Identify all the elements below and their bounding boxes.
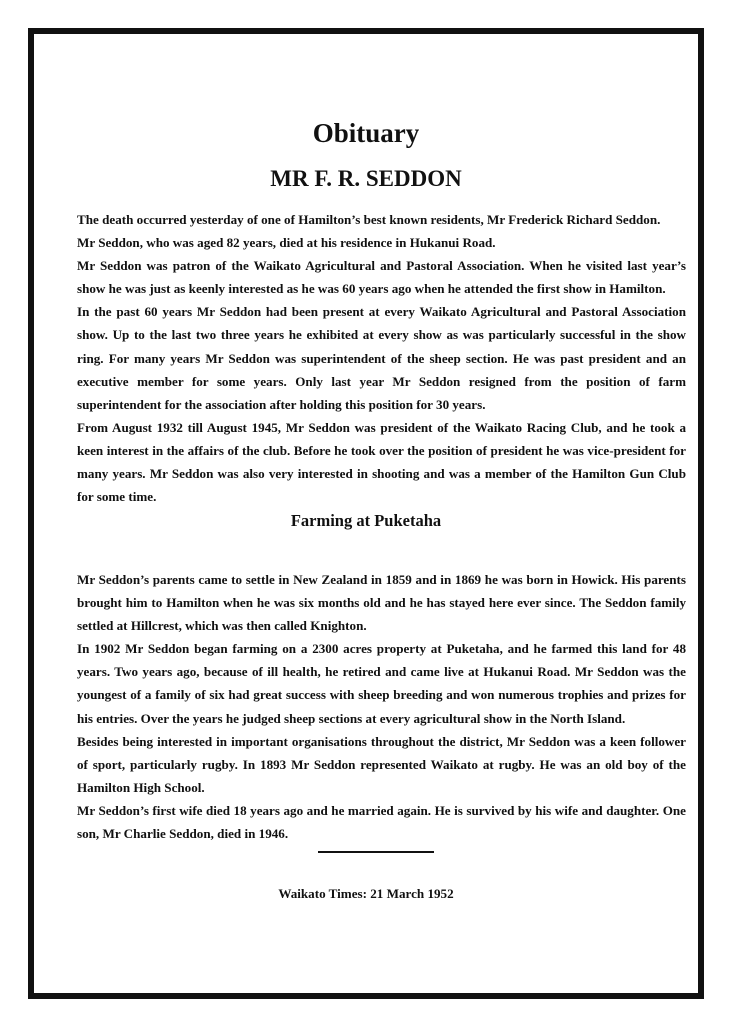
obituary-body (77, 208, 686, 508)
paragraph: From August 1932 till August 1945, Mr Seddon was president of the Waikato Racing Club, and he took a keen interest in the affairs of the club. Before he took over the position of president he was vice-president for many years. Mr Seddon was also very interested in shooting and was a member of the Hamilton Gun Club for some time. (77, 419, 686, 505)
paragraph: The death occurred yesterday of one of Hamilton’s best known residents, Mr Frederick Richard Seddon. (77, 212, 661, 227)
page-border (28, 28, 704, 999)
section-heading: Farming at Puketaha (290, 511, 442, 530)
paragraph: In 1902 Mr Seddon began farming on a 2300 acres property at Puketaha, and he farmed this land for 48 years. Two years ago, because of ill health, he retired and came live at Hukanui Road. Mr Seddon was the youngest of a family of six had great success with sheep breeding and won numerous trophies and prizes for his entries. Over the years he judged sheep sections at every agricultural show in the North Island. (77, 641, 686, 726)
paragraph: Mr Seddon was patron of the Waikato Agricultural and Pastoral Association. When he visited last year’s show he was just as keenly interested as he was 60 years ago when he attended the first show in Hamilton. (77, 258, 686, 297)
page-title: Obituary (312, 118, 420, 148)
divider (318, 851, 434, 853)
paragraph: In the past 60 years Mr Seddon had been present at every Waikato Agricultural and Pastoral Association show. Up to the last two three years he exhibited at every show as was particularly successful in the show ring. For many years Mr Seddon was superintendent of the sheep section. He was past president and an executive member for some years. Only last year Mr Seddon resigned from the position of farm superintendent for the association after holding this position for 30 years. (77, 304, 686, 412)
paragraph: Mr Seddon, who was aged 82 years, died at his residence in Hukanui Road. (77, 235, 496, 251)
paragraph: Mr Seddon’s first wife died 18 years ago and he married again. He is survived by his wife and daughter. One son, Mr Charlie Seddon, died in 1946. (77, 802, 686, 842)
paragraph: Mr Seddon’s parents came to settle in New Zealand in 1859 and in 1869 he was born in Howick. His parents brought him to Hamilton when he was six months old and he has stayed here ever since. The Seddon family settled at Hillcrest, which was then called Knighton. (77, 572, 686, 634)
obituary-subject: MR F. R. SEDDON (270, 166, 462, 191)
paragraph: Besides being interested in important organisations throughout the district, Mr Seddon was a keen follower of sport, particularly rugby. In 1893 Mr Seddon represented Waikato at rugby. He was an old boy of the Hamilton High School. (77, 733, 686, 795)
farming-section-body (77, 568, 686, 845)
source-citation: Waikato Times: 21 March 1952 (278, 886, 454, 901)
